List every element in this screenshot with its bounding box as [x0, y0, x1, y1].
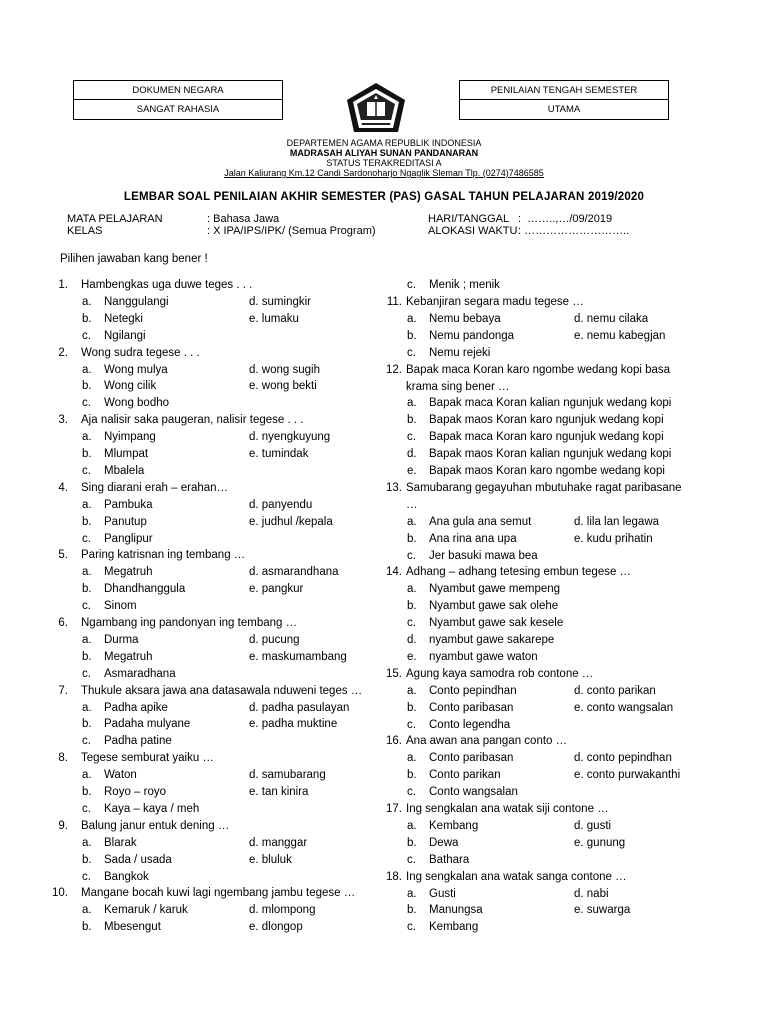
- option-text: Wong mulya: [104, 363, 168, 376]
- option-letter: a.: [82, 633, 92, 646]
- question-number: 18.: [386, 870, 402, 883]
- option-letter: c.: [82, 329, 91, 342]
- question-text: Thukule aksara jawa ana datasawala nduweni teges …: [81, 684, 363, 697]
- option-text: nyambut gawe sakarepe: [429, 634, 555, 646]
- option-text: d. lila lan legawa: [574, 515, 660, 528]
- option-text: d. gusti: [574, 819, 612, 832]
- question-number: 3.: [58, 414, 68, 427]
- option-letter: b.: [407, 701, 417, 714]
- option-letter: c.: [82, 870, 91, 883]
- option-letter: c.: [82, 532, 91, 545]
- exam-box-2: [459, 100, 669, 120]
- option-text: e. judhul /kepala: [249, 515, 333, 528]
- question-text: Aja nalisir saka paugeran, nalisir tegese . . .: [81, 414, 304, 427]
- option-text: d. conto parikan: [574, 684, 656, 697]
- option-letter: b.: [82, 921, 92, 934]
- option-text: Nyambut gawe sak olehe: [429, 600, 559, 613]
- school-address: Jalan Kaliurang Km.12 Candi Sardonoharjo Ngaglik Sleman Tlp. (0274)7486585: [224, 168, 544, 178]
- option-text: Panutup: [104, 515, 147, 528]
- option-text: Padaha mulyane: [104, 718, 191, 731]
- option-text: Bapak maca Koran karo ngunjuk wedang kopi: [429, 431, 664, 444]
- question-text: Ing sengkalan ana watak siji contone …: [406, 803, 609, 815]
- option-letter: a.: [82, 295, 92, 308]
- question-text: Hambengkas uga duwe teges . . .: [81, 279, 253, 291]
- option-letter: a.: [82, 769, 92, 782]
- option-text: Megatruh: [104, 650, 153, 663]
- question-text: Agung kaya samodra rob contone …: [406, 667, 594, 680]
- option-text: Mlumpat: [104, 448, 149, 460]
- option-text: Dhandhanggula: [104, 583, 186, 596]
- kelas-label: KELAS: [67, 225, 103, 237]
- option-text: d. asmarandhana: [249, 566, 339, 579]
- option-letter: b.: [407, 329, 417, 342]
- school-name: MADRASAH ALIYAH SUNAN PANDANARAN: [289, 148, 479, 158]
- option-letter: c.: [407, 921, 416, 934]
- option-text: Sinom: [104, 600, 137, 613]
- option-letter: b.: [82, 380, 92, 393]
- option-text: Bapak maos Koran karo ngombe wedang kopi: [429, 465, 665, 477]
- question-text: Bapak maca Koran karo ngombe wedang kopi basa: [406, 363, 671, 376]
- exam-box-1: [459, 80, 669, 100]
- dept-name: DEPARTEMEN AGAMA REPUBLIK INDONESIA: [286, 138, 482, 148]
- option-text: Kembang: [429, 819, 479, 832]
- option-text: d. wong sugih: [249, 363, 320, 376]
- question-number: 16.: [386, 735, 402, 748]
- option-text: Bathara: [429, 853, 470, 866]
- option-letter: b.: [407, 769, 417, 782]
- option-letter: b.: [82, 718, 92, 731]
- option-letter: c.: [82, 464, 91, 477]
- question-number: 8.: [58, 752, 68, 765]
- question-number: 12.: [386, 363, 402, 376]
- option-text: Menik ; menik: [429, 279, 500, 291]
- option-text: Dewa: [429, 836, 459, 849]
- question-number: 10.: [52, 887, 68, 900]
- accreditation-status: STATUS TERAKREDITASI A: [326, 158, 442, 168]
- option-text: d. samubarang: [249, 769, 326, 782]
- alokasi-label: ALOKASI WAKTU: [428, 225, 518, 237]
- option-text: Royo – royo: [104, 786, 167, 798]
- option-text: d. pucung: [249, 633, 300, 646]
- option-letter: a.: [82, 498, 92, 511]
- option-letter: b.: [407, 532, 417, 545]
- question-number: 17.: [386, 803, 402, 815]
- question-text: Ngambang ing pandonyan ing tembang …: [81, 617, 298, 629]
- option-text: Kaya – kaya / meh: [104, 802, 200, 815]
- option-letter: a.: [82, 566, 92, 579]
- hari-label: HARI/TANGGAL: [428, 213, 510, 225]
- question-number: 9.: [58, 819, 68, 832]
- option-letter: a.: [407, 887, 417, 900]
- option-text: Mbalela: [104, 464, 145, 477]
- option-letter: c.: [407, 431, 416, 444]
- option-text: e. gunung: [574, 836, 626, 849]
- option-text: Bangkok: [104, 870, 149, 883]
- option-text: Jer basuki mawa bea: [429, 549, 538, 562]
- option-text: Padha apike: [104, 701, 168, 714]
- option-text: Gusti: [429, 887, 456, 900]
- option-text: Conto wangsalan: [429, 786, 518, 799]
- option-letter: e.: [407, 465, 417, 477]
- question-text: Ing sengkalan ana watak sanga contone …: [406, 870, 627, 883]
- option-text: Padha patine: [104, 735, 172, 748]
- option-text: Conto parikan: [429, 769, 501, 782]
- option-letter: b.: [82, 448, 92, 460]
- option-letter: c.: [407, 617, 416, 630]
- question-number: 2.: [58, 346, 68, 359]
- option-text: d. nabi: [574, 887, 609, 900]
- option-text: Kemaruk / karuk: [104, 904, 188, 917]
- page-title: LEMBAR SOAL PENILAIAN AKHIR SEMESTER (PAS) GASAL TAHUN PELAJARAN 2019/2020: [123, 191, 645, 203]
- option-text: Mbesengut: [104, 921, 161, 934]
- option-letter: c.: [407, 853, 416, 866]
- option-text: Pambuka: [104, 498, 153, 511]
- option-text: Ngilangi: [104, 329, 146, 342]
- option-letter: a.: [407, 583, 417, 596]
- option-letter: a.: [407, 312, 417, 325]
- option-text: Manungsa: [429, 904, 483, 917]
- option-text: e. nemu kabegjan: [574, 329, 666, 342]
- option-text: Bapak maca Koran kalian ngunjuk wedang kopi: [429, 397, 672, 410]
- question-number: 6.: [58, 617, 68, 629]
- question-number: 5.: [58, 549, 68, 562]
- option-text: Nemu pandonga: [429, 329, 515, 342]
- option-text: Panglipur: [104, 532, 153, 545]
- option-text: e. lumaku: [249, 312, 299, 325]
- option-letter: b.: [407, 600, 417, 613]
- option-letter: a.: [82, 701, 92, 714]
- ministry-logo-icon: [343, 82, 409, 138]
- option-letter: a.: [82, 431, 92, 444]
- option-text: Wong bodho: [104, 397, 170, 410]
- option-letter: c.: [407, 549, 416, 562]
- option-text: Kembang: [429, 921, 479, 934]
- option-text: e. bluluk: [249, 853, 292, 866]
- option-text: d. conto pepindhan: [574, 752, 672, 765]
- option-text: e. tumindak: [249, 448, 309, 460]
- option-letter: b.: [407, 414, 417, 427]
- kelas-value: : X IPA/IPS/IPK/ (Semua Program): [207, 225, 376, 237]
- question-text: Samubarang gegayuhan mbutuhake ragat paribasane: [406, 481, 682, 494]
- option-letter: c.: [82, 397, 91, 410]
- option-text: Ana rina ana upa: [429, 532, 517, 545]
- option-letter: c.: [407, 346, 416, 359]
- option-letter: c.: [82, 802, 91, 815]
- question-text-continued: …: [406, 498, 418, 511]
- option-letter: b.: [82, 786, 92, 798]
- option-letter: c.: [407, 786, 416, 799]
- option-text: Nyambut gawe sak kesele: [429, 617, 564, 630]
- option-text: d. mlompong: [249, 904, 316, 917]
- option-text: d. padha pasulayan: [249, 701, 350, 714]
- question-text: Kebanjiran segara madu tegese …: [406, 296, 584, 308]
- option-letter: a.: [407, 397, 417, 410]
- option-text: e. pangkur: [249, 583, 304, 596]
- option-text: Nemu rejeki: [429, 346, 491, 359]
- option-text: Conto legendha: [429, 718, 511, 731]
- option-letter: c.: [407, 718, 416, 731]
- option-text: Asmaradhana: [104, 667, 176, 680]
- doc-box-1: [73, 80, 283, 100]
- option-text: Nyambut gawe mempeng: [429, 583, 561, 596]
- option-text: Ana gula ana semut: [429, 515, 532, 528]
- option-letter: c.: [82, 600, 91, 613]
- option-letter: b.: [82, 312, 92, 325]
- option-letter: a.: [407, 752, 417, 765]
- option-text: Megatruh: [104, 566, 153, 579]
- question-number: 4.: [58, 481, 68, 494]
- option-letter: a.: [407, 819, 417, 832]
- option-text: e. tan kinira: [249, 786, 309, 798]
- option-letter: d.: [407, 448, 417, 461]
- question-text: Wong sudra tegese . . .: [81, 346, 200, 359]
- question-text: Ana awan ana pangan conto …: [406, 735, 568, 748]
- option-text: e. conto wangsalan: [574, 701, 674, 714]
- option-text: nyambut gawe waton: [429, 650, 538, 663]
- exam-box-2-label: UTAMA: [547, 104, 581, 115]
- mapel-value: : Bahasa Jawa: [207, 213, 280, 225]
- option-text: e. suwarga: [574, 904, 631, 917]
- option-text: Nemu bebaya: [429, 312, 501, 325]
- question-number: 15.: [386, 667, 402, 680]
- option-text: d. nemu cilaka: [574, 312, 649, 325]
- question-number: 1.: [58, 279, 68, 291]
- question-text: Balung janur entuk dening …: [81, 819, 230, 832]
- option-text: Conto paribasan: [429, 752, 514, 765]
- option-letter: c.: [82, 735, 91, 748]
- option-text: Conto paribasan: [429, 701, 514, 714]
- option-letter: b.: [82, 515, 92, 528]
- option-letter: b.: [82, 583, 92, 596]
- option-text: Waton: [104, 769, 137, 782]
- option-text: Bapak maos Koran karo ngunjuk wedang kopi: [429, 414, 664, 427]
- option-letter: a.: [82, 363, 92, 376]
- option-letter: b.: [407, 836, 417, 849]
- option-text: Durma: [104, 633, 139, 646]
- option-text: Netegki: [104, 312, 143, 325]
- option-letter: b.: [82, 853, 92, 866]
- option-text: e. maskumambang: [249, 650, 347, 663]
- option-text: Nyimpang: [104, 431, 156, 444]
- option-letter: b.: [407, 904, 417, 917]
- question-number: 7.: [58, 684, 68, 697]
- question-number: 13.: [386, 481, 402, 494]
- doc-box-2: [73, 100, 283, 120]
- question-text-continued: krama sing bener …: [406, 380, 510, 393]
- option-letter: c.: [407, 279, 416, 291]
- question-text: Tegese semburat yaiku …: [81, 752, 214, 765]
- question-number: 11.: [386, 296, 402, 308]
- option-text: e. padha muktine: [249, 718, 338, 731]
- option-letter: b.: [82, 650, 92, 663]
- option-text: Blarak: [104, 836, 137, 849]
- question-number: 14.: [386, 566, 402, 579]
- doc-box-2-label: SANGAT RAHASIA: [136, 104, 220, 115]
- instruction: Pilihen jawaban kang bener !: [60, 253, 208, 265]
- hari-value: : ……..,…/09/2019: [518, 213, 613, 225]
- question-text: Sing diarani erah – erahan…: [81, 481, 229, 494]
- option-letter: d.: [407, 634, 417, 646]
- option-text: e. dlongop: [249, 921, 303, 934]
- option-text: Bapak maos Koran kalian ngunjuk wedang kopi: [429, 448, 672, 461]
- option-text: d. sumingkir: [249, 295, 311, 308]
- option-letter: a.: [82, 904, 92, 917]
- mapel-label: MATA PELAJARAN: [67, 213, 163, 225]
- option-text: d. nyengkuyung: [249, 431, 331, 444]
- question-text: Mangane bocah kuwi lagi ngembang jambu tegese …: [81, 887, 356, 900]
- alokasi-value: : ………………………..: [518, 225, 630, 237]
- option-text: Wong cilik: [104, 380, 157, 393]
- option-letter: e.: [407, 650, 417, 663]
- option-text: e. conto purwakanthi: [574, 769, 681, 782]
- option-letter: c.: [82, 667, 91, 680]
- option-text: Conto pepindhan: [429, 684, 517, 697]
- question-text: Adhang – adhang tetesing embun tegese …: [406, 566, 632, 579]
- exam-box-1-label: PENILAIAN TENGAH SEMESTER: [490, 85, 638, 96]
- question-text: Paring katrisnan ing tembang …: [81, 549, 246, 562]
- option-letter: a.: [407, 684, 417, 697]
- doc-box-1-label: DOKUMEN NEGARA: [132, 85, 224, 96]
- option-text: e. kudu prihatin: [574, 532, 653, 545]
- option-text: e. wong bekti: [249, 380, 317, 393]
- option-text: Sada / usada: [104, 853, 172, 866]
- option-text: d. manggar: [249, 836, 308, 849]
- option-letter: a.: [82, 836, 92, 849]
- option-letter: a.: [407, 515, 417, 528]
- option-text: Nanggulangi: [104, 295, 169, 308]
- option-text: d. panyendu: [249, 498, 313, 511]
